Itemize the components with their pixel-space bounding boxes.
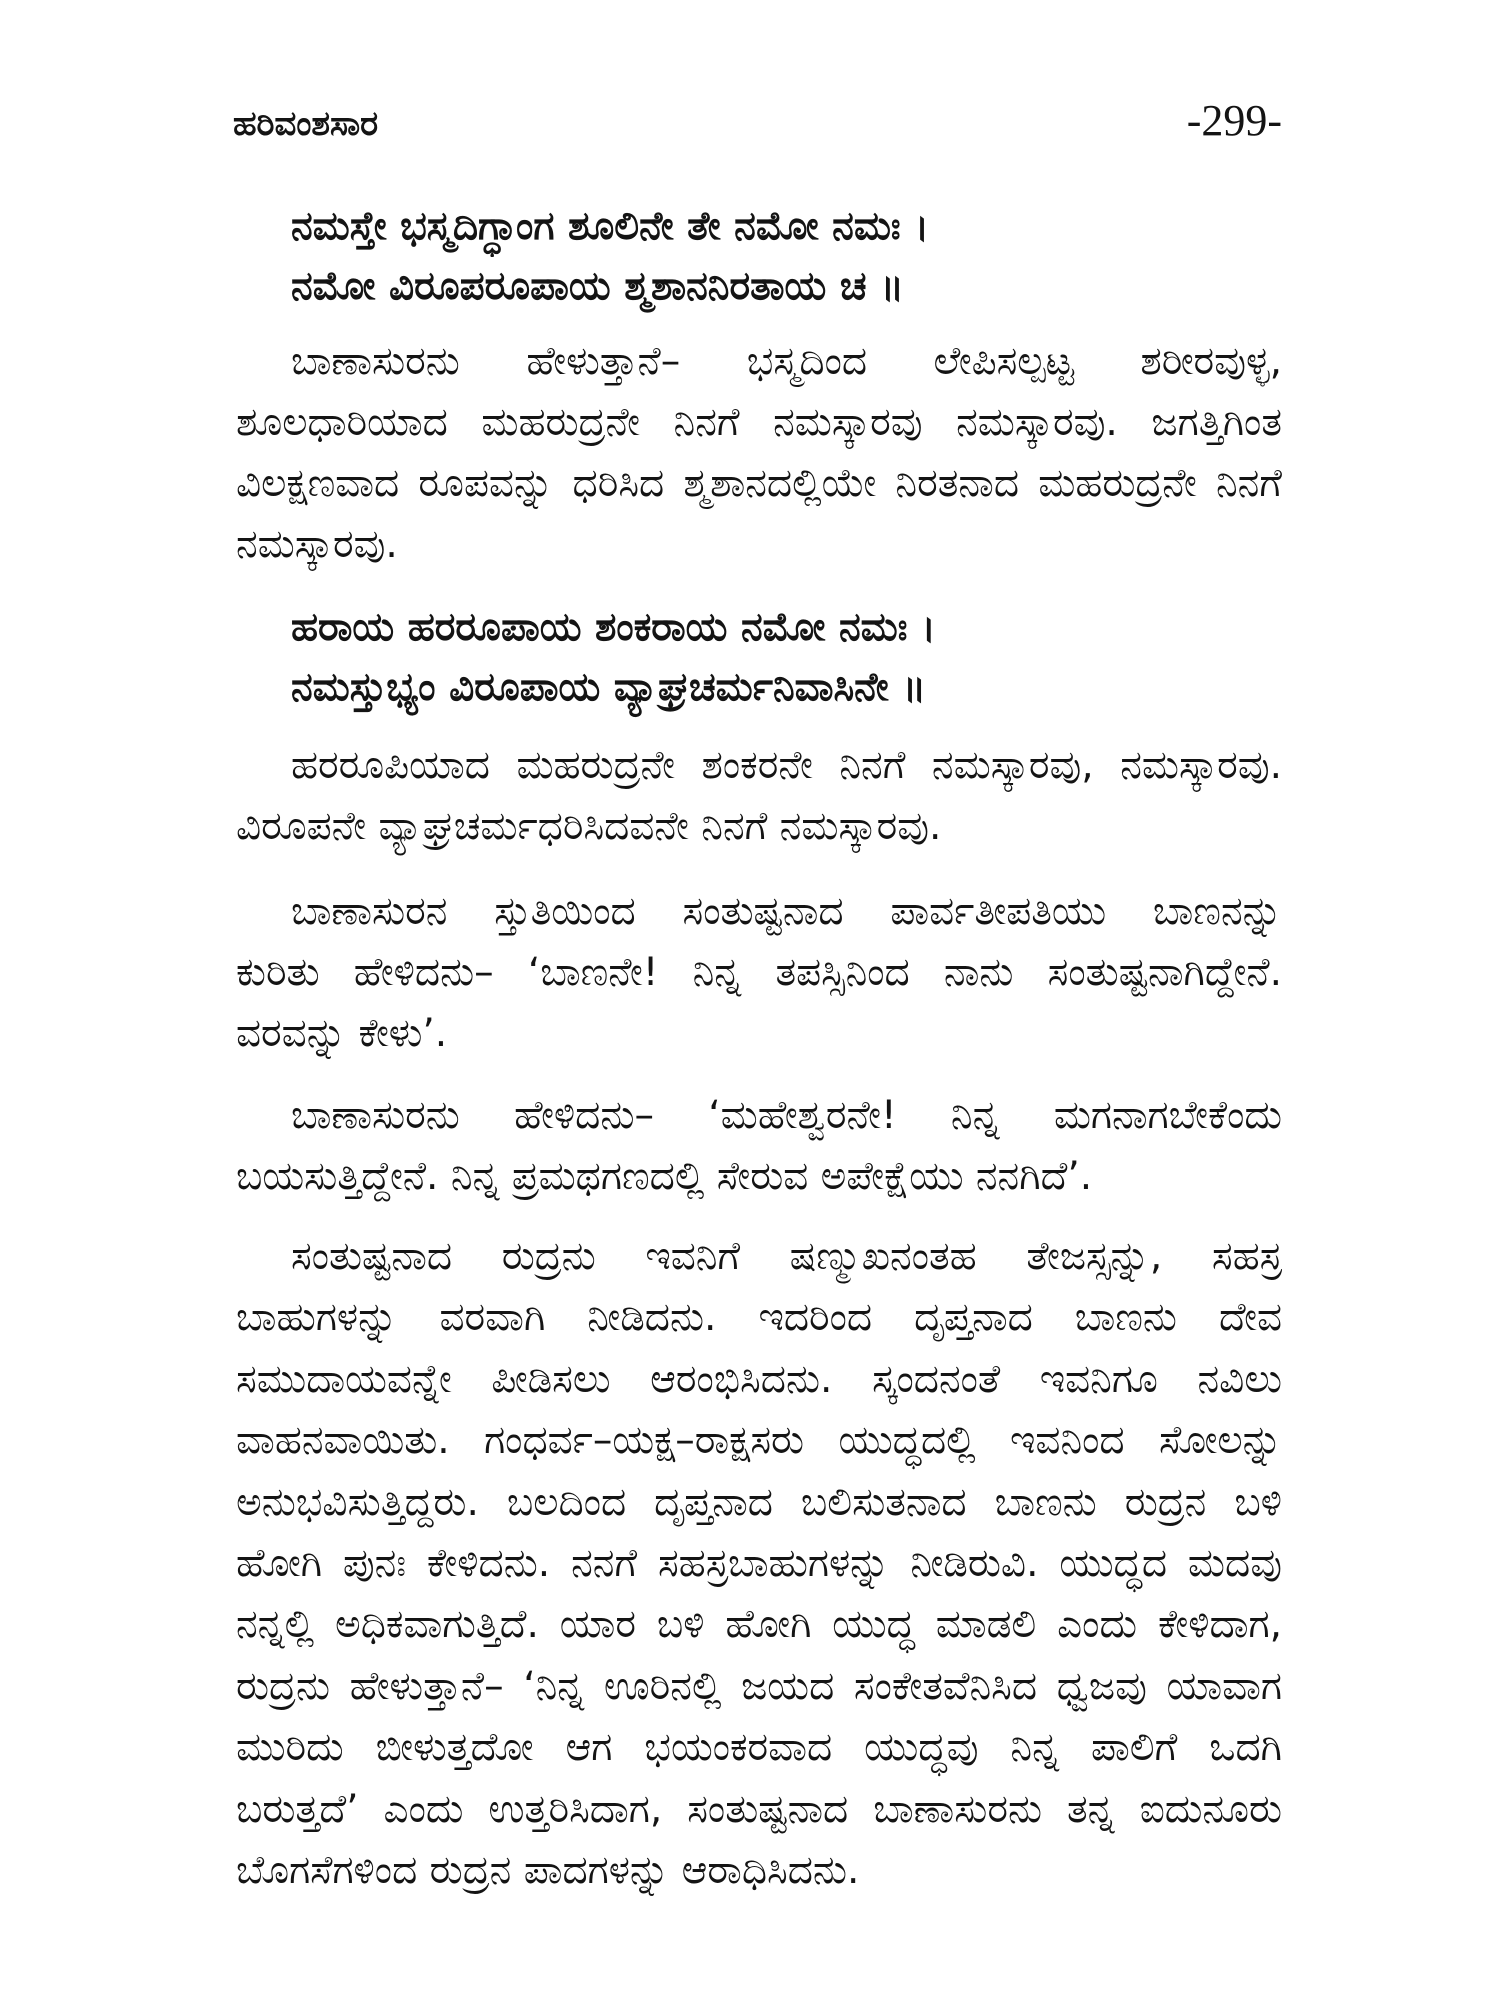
paragraph-2 xyxy=(236,735,1282,857)
paragraph-line: ಕುರಿತು ಹೇಳಿದನು– ‘ಬಾಣನೇ! ನಿನ್ನ ತಪಸ್ಸಿನಿಂದ ನಾನು ಸಂತುಷ್ಟನಾಗಿದ್ದೇನೆ. xyxy=(236,950,1282,995)
paragraph-line: ನಮಸ್ಕಾರವು. xyxy=(236,522,398,567)
paragraph-line: ವರವನ್ನು ಕೇಳು’. xyxy=(236,1011,448,1056)
running-header-title: ಹರಿವಂಶಸಾರ xyxy=(233,104,379,144)
paragraph-line: ವಾಹನವಾಯಿತು. ಗಂಧರ್ವ–ಯಕ್ಷ–ರಾಕ್ಷಸರು ಯುದ್ಧದಲ್ಲಿ ಇವನಿಂದ ಸೋಲನ್ನು xyxy=(236,1418,1282,1464)
verse-block-1 xyxy=(236,197,1282,317)
verse-line: ನಮಸ್ತೇ ಭಸ್ಮದಿಗ್ಧಾಂಗ ಶೂಲಿನೇ ತೇ ನಮೋ ನಮಃ । xyxy=(291,204,930,249)
verse-line: ನಮಸ್ತುಭ್ಯಂ ವಿರೂಪಾಯ ವ್ಯಾಘ್ರಚರ್ಮನಿವಾಸಿನೇ ॥ xyxy=(291,665,927,710)
paragraph-line: ಬಯಸುತ್ತಿದ್ದೇನೆ. ನಿನ್ನ ಪ್ರಮಥಗಣದಲ್ಲಿ ಸೇರುವ ಅಪೇಕ್ಷೆಯು ನನಗಿದೆ’. xyxy=(236,1154,1093,1199)
paragraph-line: ಬರುತ್ತದೆ’ ಎಂದು ಉತ್ತರಿಸಿದಾಗ, ಸಂತುಷ್ಟನಾದ ಬಾಣಾಸುರನು ತನ್ನ ಐದುನೂರು xyxy=(236,1786,1282,1832)
paragraph-1 xyxy=(236,331,1282,575)
paragraph-line: ನನ್ನಲ್ಲಿ ಅಧಿಕವಾಗುತ್ತಿದೆ. ಯಾರ ಬಳಿ ಹೋಗಿ ಯುದ್ಧ ಮಾಡಲಿ ಎಂದು ಕೇಳಿದಾಗ, xyxy=(236,1602,1282,1648)
paragraph-line: ಮುರಿದು ಬೀಳುತ್ತದೋ ಆಗ ಭಯಂಕರವಾದ ಯುದ್ಧವು ನಿನ್ನ ಪಾಲಿಗೆ ಒದಗಿ xyxy=(236,1725,1282,1771)
paragraph-line: ಬಾಣಾಸುರನು ಹೇಳಿದನು– ‘ಮಹೇಶ್ವರನೇ! ನಿನ್ನ ಮಗನಾಗಬೇಕೆಂದು xyxy=(291,1093,1282,1138)
paragraph-line: ಬೊಗಸೆಗಳಿಂದ ರುದ್ರನ ಪಾದಗಳನ್ನು ಆರಾಧಿಸಿದನು. xyxy=(236,1847,860,1893)
paragraph-4 xyxy=(236,1085,1282,1207)
paragraph-3 xyxy=(236,881,1282,1064)
verse-block-2 xyxy=(236,598,1282,718)
verse-line: ನಮೋ ವಿರೂಪರೂಪಾಯ ಶ್ಮಶಾನನಿರತಾಯ ಚ ॥ xyxy=(291,264,904,309)
paragraph-line: ಸಮುದಾಯವನ್ನೇ ಪೀಡಿಸಲು ಆರಂಭಿಸಿದನು. ಸ್ಕಂದನಂತೆ ಇವನಿಗೂ ನವಿಲು xyxy=(236,1356,1282,1402)
page-number: -299- xyxy=(1186,96,1282,145)
paragraph-line: ಬಾಣಾಸುರನ ಸ್ತುತಿಯಿಂದ ಸಂತುಷ್ಟನಾದ ಪಾರ್ವತೀಪತಿಯು ಬಾಣನನ್ನು xyxy=(291,889,1282,934)
paragraph-line: ವಿಲಕ್ಷಣವಾದ ರೂಪವನ್ನು ಧರಿಸಿದ ಶ್ಮಶಾನದಲ್ಲಿಯೇ ನಿರತನಾದ ಮಹರುದ್ರನೇ ನಿನಗೆ xyxy=(236,461,1282,506)
paragraph-line: ಹರರೂಪಿಯಾದ ಮಹರುದ್ರನೇ ಶಂಕರನೇ ನಿನಗೆ ನಮಸ್ಕಾರವು, ನಮಸ್ಕಾರವು. xyxy=(291,743,1282,788)
paragraph-line: ಸಂತುಷ್ಟನಾದ ರುದ್ರನು ಇವನಿಗೆ ಷಣ್ಮುಖನಂತಹ ತೇಜಸ್ಸನ್ನು, ಸಹಸ್ರ xyxy=(291,1234,1282,1279)
paragraph-5 xyxy=(236,1226,1282,1901)
paragraph-line: ಅನುಭವಿಸುತ್ತಿದ್ದರು. ಬಲದಿಂದ ದೃಪ್ತನಾದ ಬಲಿಸುತನಾದ ಬಾಣನು ರುದ್ರನ ಬಳಿ xyxy=(236,1479,1282,1525)
paragraph-line: ಬಾಣಾಸುರನು ಹೇಳುತ್ತಾನೆ– ಭಸ್ಮದಿಂದ ಲೇಪಿಸಲ್ಪಟ್ಟ ಶರೀರವುಳ್ಳ, xyxy=(291,339,1282,384)
paragraph-line: ವಿರೂಪನೇ ವ್ಯಾಘ್ರಚರ್ಮಧರಿಸಿದವನೇ ನಿನಗೆ ನಮಸ್ಕಾರವು. xyxy=(236,804,942,849)
paragraph-line: ಹೋಗಿ ಪುನಃ ಕೇಳಿದನು. ನನಗೆ ಸಹಸ್ರಬಾಹುಗಳನ್ನು ನೀಡಿರುವಿ. ಯುದ್ಧದ ಮದವು xyxy=(236,1540,1282,1586)
paragraph-line: ರುದ್ರನು ಹೇಳುತ್ತಾನೆ– ‘ನಿನ್ನ ಊರಿನಲ್ಲಿ ಜಯದ ಸಂಕೇತವೆನಿಸಿದ ಧ್ವಜವು ಯಾವಾಗ xyxy=(236,1663,1282,1709)
paragraph-line: ಬಾಹುಗಳನ್ನು ವರವಾಗಿ ನೀಡಿದನು. ಇದರಿಂದ ದೃಪ್ತನಾದ ಬಾಣನು ದೇವ xyxy=(236,1295,1282,1341)
paragraph-line: ಶೂಲಧಾರಿಯಾದ ಮಹರುದ್ರನೇ ನಿನಗೆ ನಮಸ್ಕಾರವು ನಮಸ್ಕಾರವು. ಜಗತ್ತಿಗಿಂತ xyxy=(236,400,1282,445)
verse-line: ಹರಾಯ ಹರರೂಪಾಯ ಶಂಕರಾಯ ನಮೋ ನಮಃ । xyxy=(291,605,936,650)
